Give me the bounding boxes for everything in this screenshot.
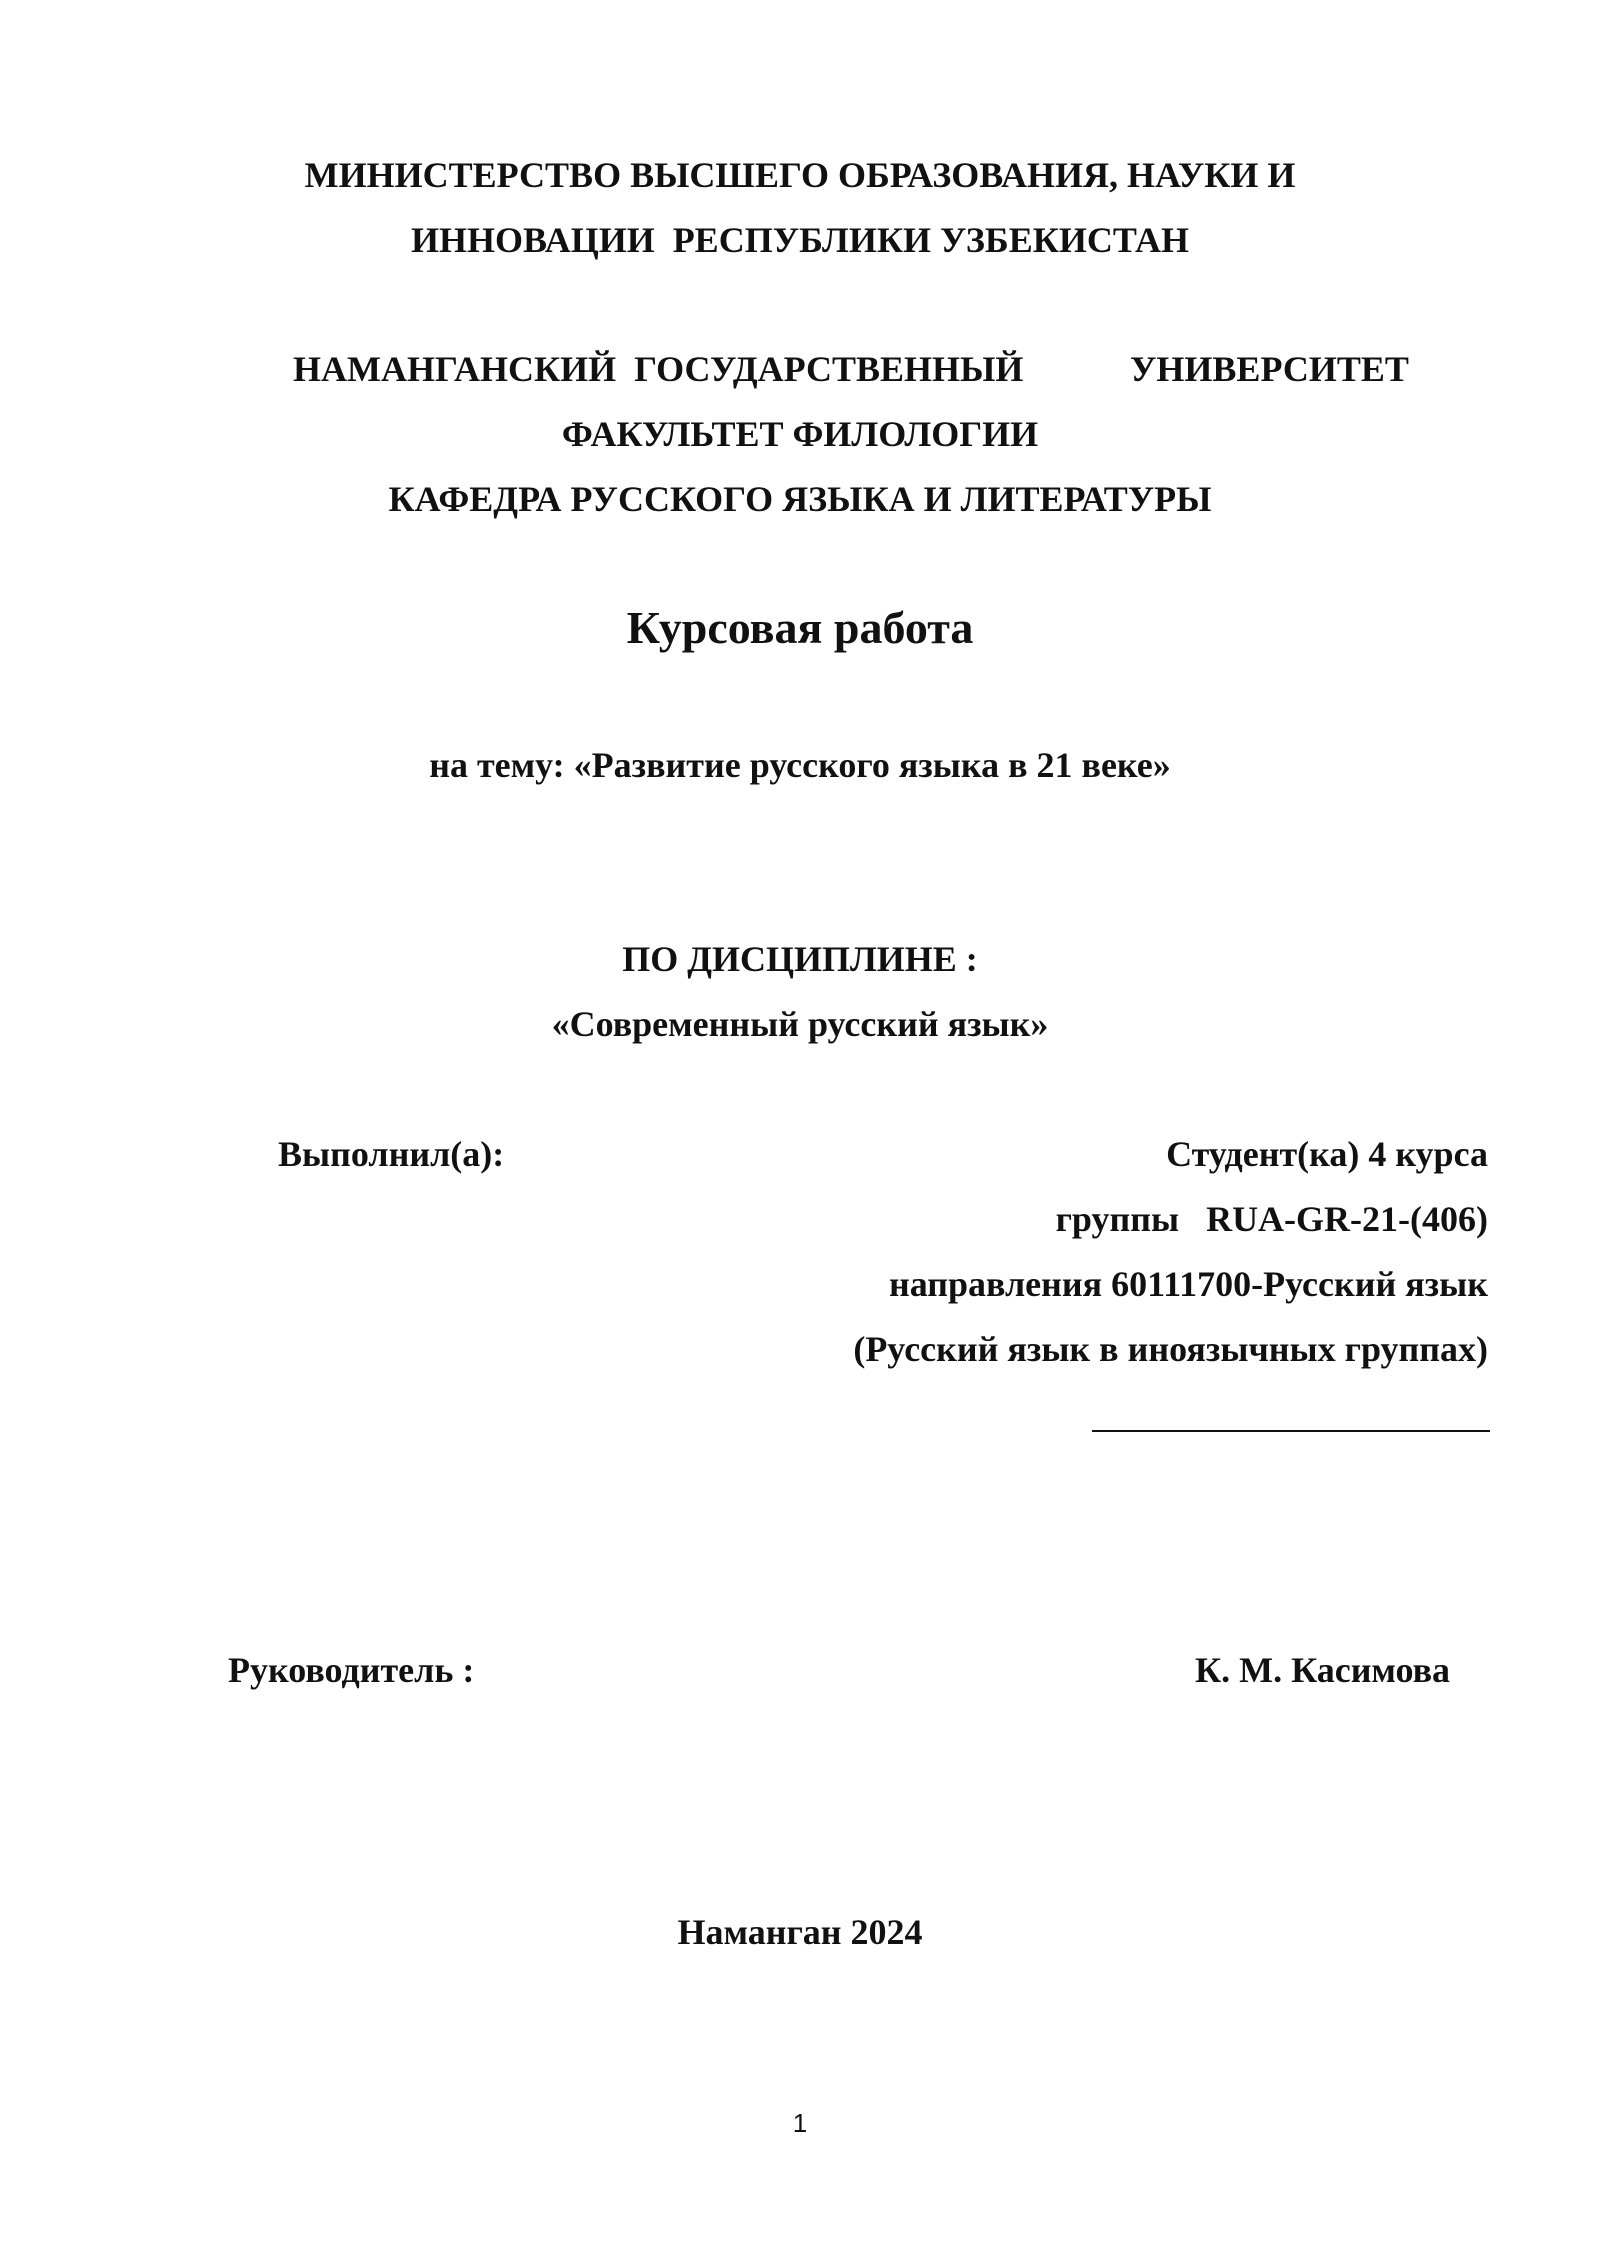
- work-topic: на тему: «Развитие русского языка в 21 веке»: [429, 745, 1171, 785]
- supervisor-label: Руководитель :: [228, 1650, 475, 1690]
- author-course: Студент(ка) 4 курса: [1166, 1134, 1488, 1174]
- university-name-right: УНИВЕРСИТЕТ: [1130, 349, 1409, 389]
- author-group: группы RUA-GR-21-(406): [1055, 1199, 1488, 1239]
- work-type-title: Курсовая работа: [626, 602, 974, 653]
- city-year: Наманган 2024: [677, 1912, 923, 1952]
- author-specialization: (Русский язык в иноязычных группах): [853, 1329, 1488, 1369]
- ministry-line-2: ИННОВАЦИИ РЕСПУБЛИКИ УЗБЕКИСТАН: [410, 220, 1190, 260]
- discipline-label: ПО ДИСЦИПЛИНЕ :: [622, 939, 978, 979]
- discipline-name: «Современный русский язык»: [551, 1004, 1049, 1044]
- faculty-name: ФАКУЛЬТЕТ ФИЛОЛОГИИ: [561, 414, 1039, 454]
- author-direction: направления 60111700-Русский язык: [888, 1264, 1488, 1304]
- author-label: Выполнил(а):: [278, 1134, 505, 1174]
- ministry-line-1: МИНИСТЕРСТВО ВЫСШЕГО ОБРАЗОВАНИЯ, НАУКИ И: [304, 155, 1296, 195]
- supervisor-name: К. М. Касимова: [1195, 1650, 1451, 1690]
- department-name: КАФЕДРА РУССКОГО ЯЗЫКА И ЛИТЕРАТУРЫ: [388, 479, 1212, 519]
- page-number: 1: [792, 2108, 808, 2138]
- university-name-left: НАМАНГАНСКИЙ ГОСУДАРСТВЕННЫЙ: [293, 349, 1024, 389]
- signature-line: [1092, 1430, 1490, 1432]
